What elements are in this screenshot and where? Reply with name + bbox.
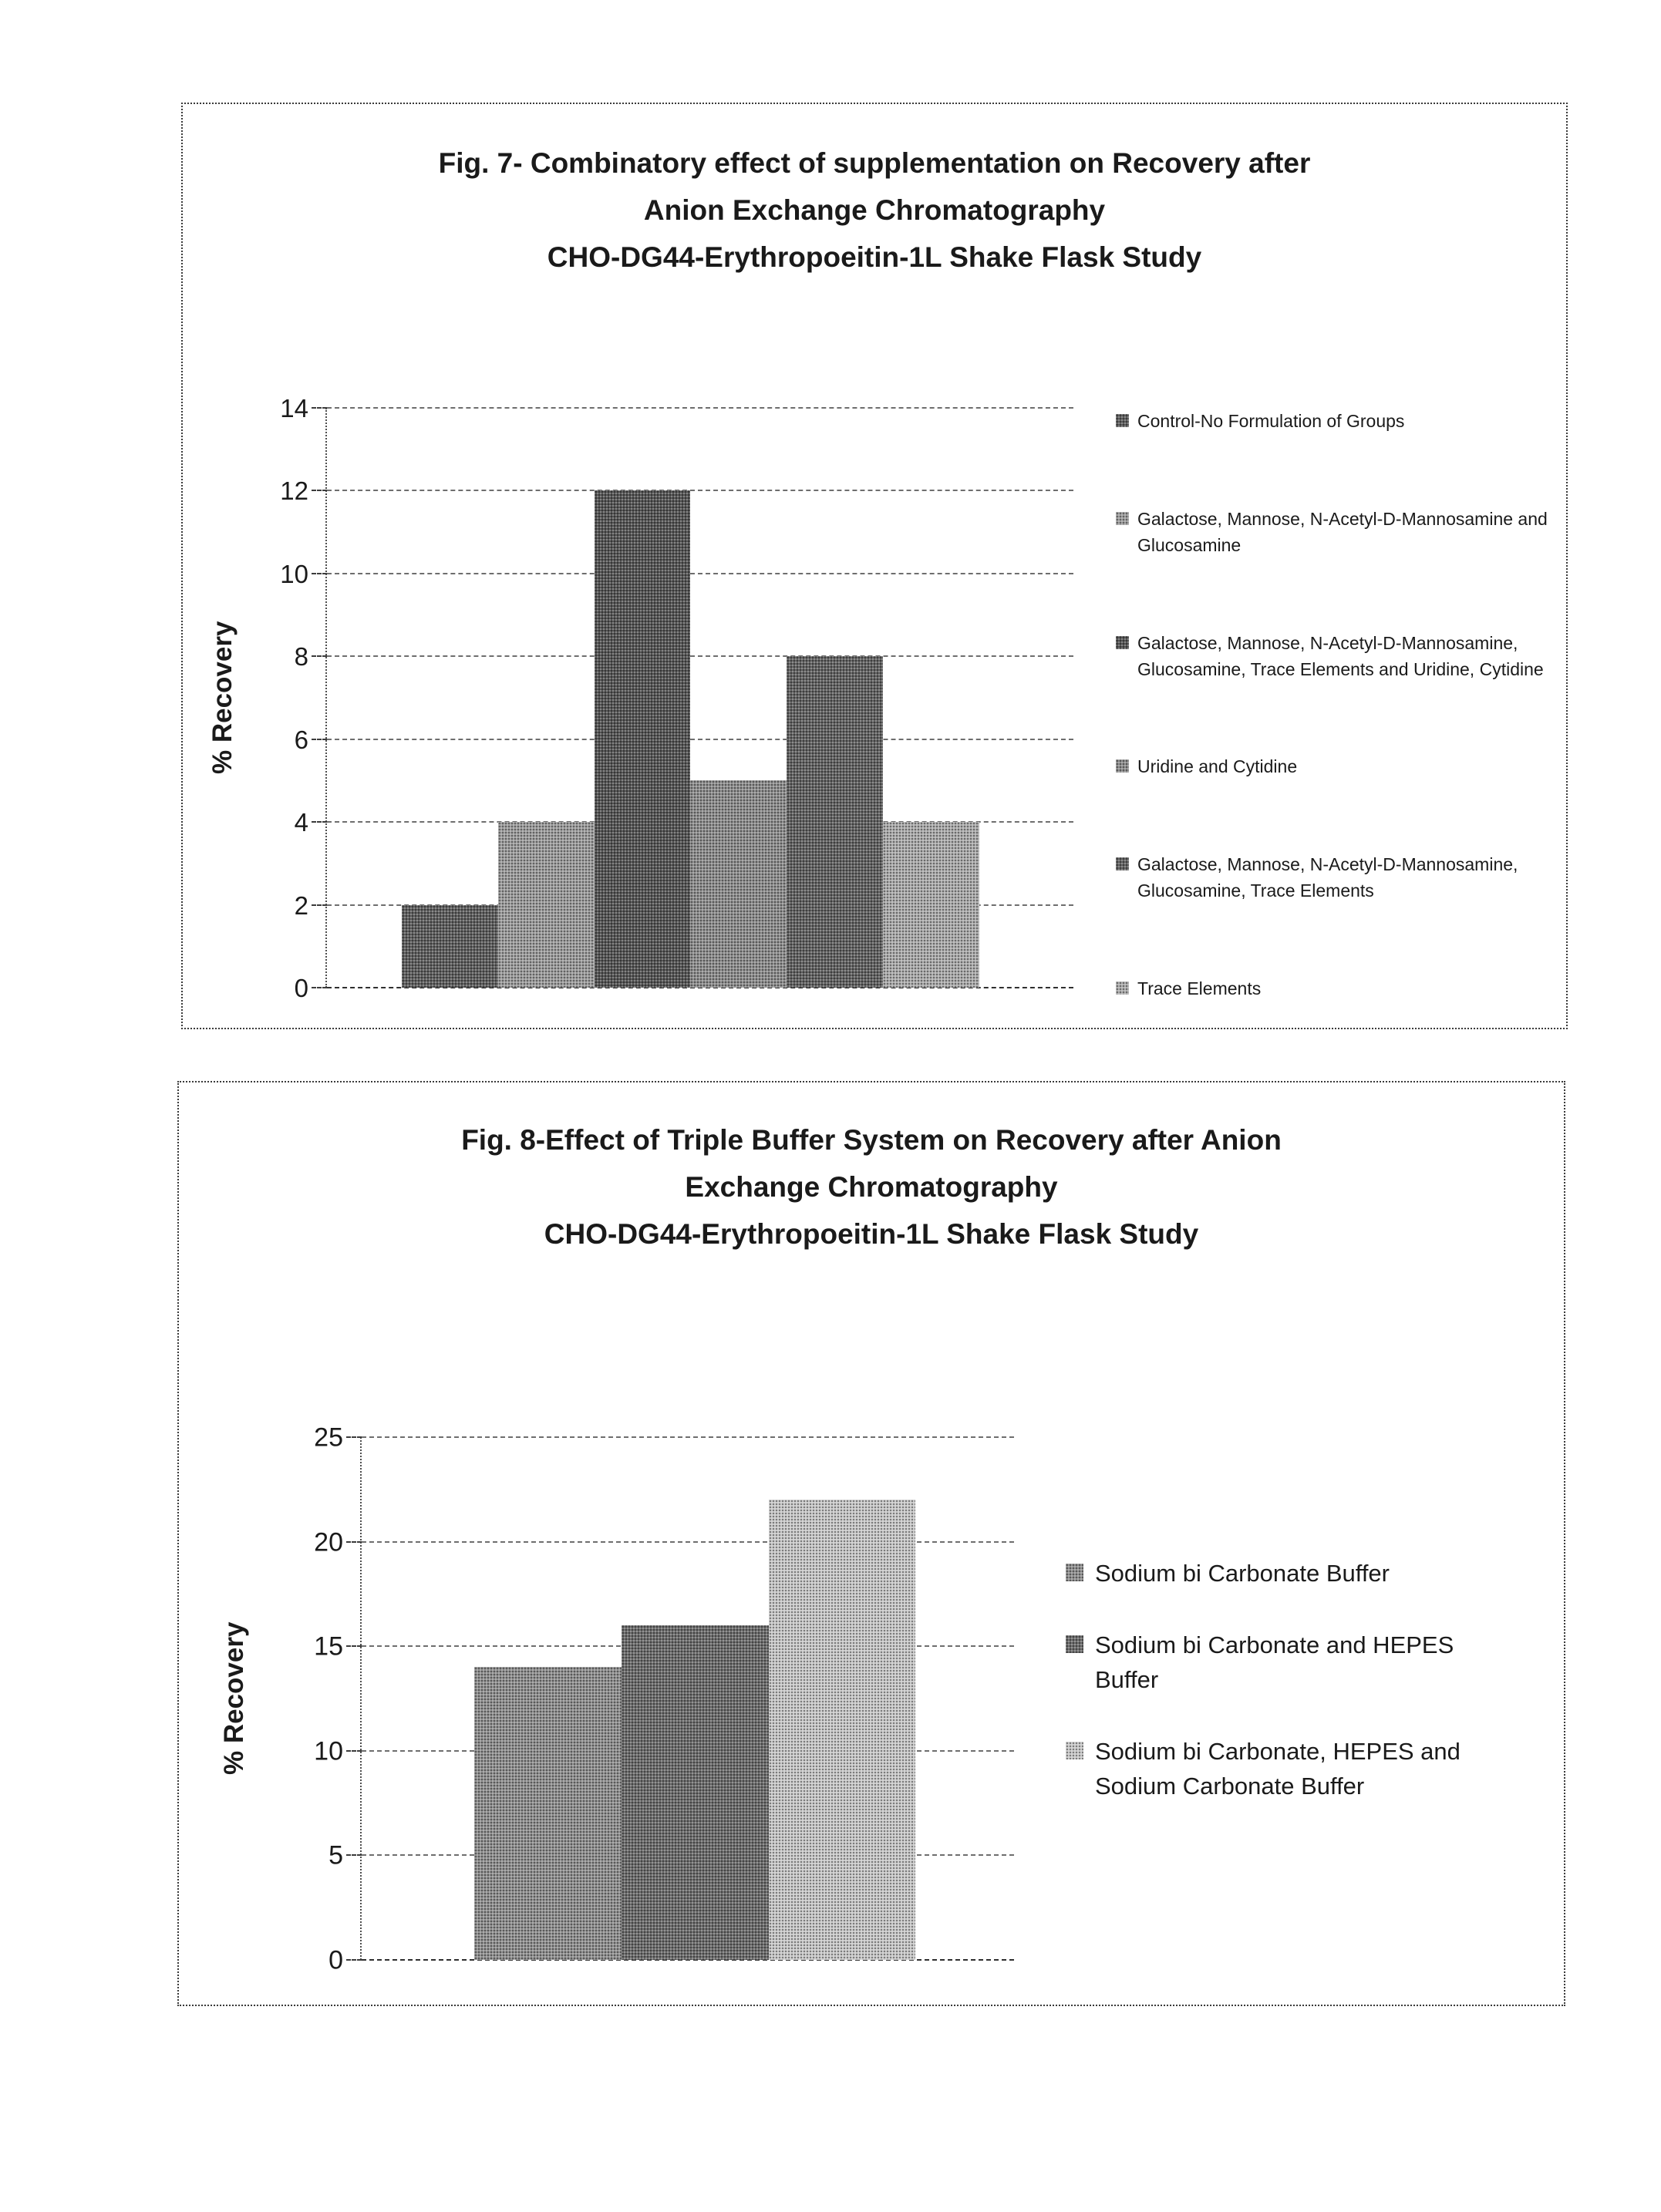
figure7-title-line2: Anion Exchange Chromatography xyxy=(643,194,1106,226)
bar-3 xyxy=(769,1500,916,1960)
y-tick-mark-6 xyxy=(312,739,327,740)
y-tick-label-6: 6 xyxy=(294,725,308,754)
legend-label: Sodium bi Carbonate and HEPES Buffer xyxy=(1095,1631,1454,1693)
y-tick-label-5: 5 xyxy=(328,1840,343,1870)
legend-item-4 xyxy=(1116,753,1563,779)
legend-item-3 xyxy=(1116,630,1563,682)
figure8-y-axis-label: % Recovery xyxy=(219,1621,249,1776)
y-tick-label-0: 0 xyxy=(328,1945,343,1975)
legend-item-1 xyxy=(1066,1556,1559,1591)
legend-swatch-icon xyxy=(1116,414,1129,427)
gridline-25 xyxy=(362,1436,1014,1438)
bar-4 xyxy=(690,780,787,988)
gridline-12 xyxy=(327,490,1073,491)
legend-item-2 xyxy=(1066,1628,1559,1697)
y-tick-label-14: 14 xyxy=(280,393,308,423)
y-tick-label-10: 10 xyxy=(314,1736,343,1766)
figure8-title-line2: Exchange Chromatography xyxy=(685,1171,1058,1203)
figure7-title-line3: CHO-DG44-Erythropoeitin-1L Shake Flask Study xyxy=(547,241,1202,273)
legend-label: Control-No Formulation of Groups xyxy=(1137,411,1405,431)
legend-swatch-icon xyxy=(1116,857,1129,870)
y-tick-mark-4 xyxy=(312,821,327,823)
figure8-title-line3: CHO-DG44-Erythropoeitin-1L Shake Flask Study xyxy=(544,1218,1199,1250)
y-tick-mark-8 xyxy=(312,655,327,657)
y-tick-mark-10 xyxy=(346,1750,362,1752)
y-tick-mark-5 xyxy=(346,1854,362,1856)
bar-6 xyxy=(883,822,979,988)
y-tick-label-12: 12 xyxy=(280,476,308,506)
legend-item-6 xyxy=(1116,975,1563,1002)
bar-3 xyxy=(595,490,691,988)
gridline-14 xyxy=(327,407,1073,409)
y-tick-label-10: 10 xyxy=(280,559,308,588)
y-tick-label-15: 15 xyxy=(314,1631,343,1662)
y-tick-mark-12 xyxy=(312,490,327,491)
figure8-panel xyxy=(177,1081,1565,2006)
figure7-y-axis-label: % Recovery xyxy=(207,621,238,775)
legend-swatch-icon xyxy=(1116,759,1129,773)
bar-1 xyxy=(474,1667,622,1960)
figure7-title xyxy=(183,104,1566,281)
y-tick-label-2: 2 xyxy=(294,891,308,920)
legend-item-3 xyxy=(1066,1734,1559,1803)
legend-label: Trace Elements xyxy=(1137,978,1262,998)
legend-swatch-icon xyxy=(1116,512,1129,525)
gridline-8 xyxy=(327,655,1073,657)
y-tick-mark-0 xyxy=(312,987,327,988)
bar-2 xyxy=(498,822,595,988)
legend-swatch-icon xyxy=(1116,636,1129,649)
legend-label: Galactose, Mannose, N-Acetyl-D-Mannosamine and Glucosamine xyxy=(1137,508,1548,555)
y-tick-mark-25 xyxy=(346,1436,362,1438)
y-tick-mark-10 xyxy=(312,573,327,574)
legend-item-5 xyxy=(1116,851,1563,904)
legend-label: Uridine and Cytidine xyxy=(1137,756,1298,777)
bar-1 xyxy=(402,905,498,988)
figure7-legend xyxy=(1116,408,1563,1002)
legend-swatch-icon xyxy=(1116,981,1129,995)
figure8-title xyxy=(179,1082,1564,1258)
figure8-legend xyxy=(1066,1556,1559,1803)
legend-label: Galactose, Mannose, N-Acetyl-D-Mannosamine, Glucosamine, Trace Elements xyxy=(1137,854,1518,901)
legend-label: Galactose, Mannose, N-Acetyl-D-Mannosamine, Glucosamine, Trace Elements and Uridine, Cytidine xyxy=(1137,632,1544,679)
figure7-plot-area xyxy=(280,393,1073,1002)
figure7-panel xyxy=(181,103,1568,1029)
y-tick-mark-2 xyxy=(312,904,327,906)
y-tick-label-8: 8 xyxy=(294,642,308,672)
legend-swatch-icon xyxy=(1066,1742,1083,1759)
y-tick-label-0: 0 xyxy=(294,973,308,1002)
y-tick-mark-0 xyxy=(346,1959,362,1961)
y-tick-mark-15 xyxy=(346,1645,362,1647)
y-tick-label-20: 20 xyxy=(314,1527,343,1557)
y-tick-label-25: 25 xyxy=(314,1422,343,1453)
legend-item-2 xyxy=(1116,506,1563,558)
legend-swatch-icon xyxy=(1066,1564,1083,1581)
figure8-title-line1: Fig. 8-Effect of Triple Buffer System on Recovery after Anion xyxy=(461,1124,1282,1156)
figure7-title-line1: Fig. 7- Combinatory effect of supplementation on Recovery after xyxy=(438,147,1311,179)
y-tick-label-4: 4 xyxy=(294,807,308,837)
figure8-plot-area xyxy=(314,1422,1014,1975)
y-tick-mark-20 xyxy=(346,1541,362,1543)
gridline-10 xyxy=(327,573,1073,574)
legend-label: Sodium bi Carbonate Buffer xyxy=(1095,1560,1390,1587)
legend-label: Sodium bi Carbonate, HEPES and Sodium Carbonate Buffer xyxy=(1095,1738,1461,1800)
legend-item-1 xyxy=(1116,408,1563,434)
gridline-20 xyxy=(362,1541,1014,1543)
gridline-6 xyxy=(327,739,1073,740)
legend-swatch-icon xyxy=(1066,1635,1083,1653)
y-tick-mark-14 xyxy=(312,407,327,409)
bar-2 xyxy=(622,1625,769,1960)
bar-5 xyxy=(787,656,883,988)
